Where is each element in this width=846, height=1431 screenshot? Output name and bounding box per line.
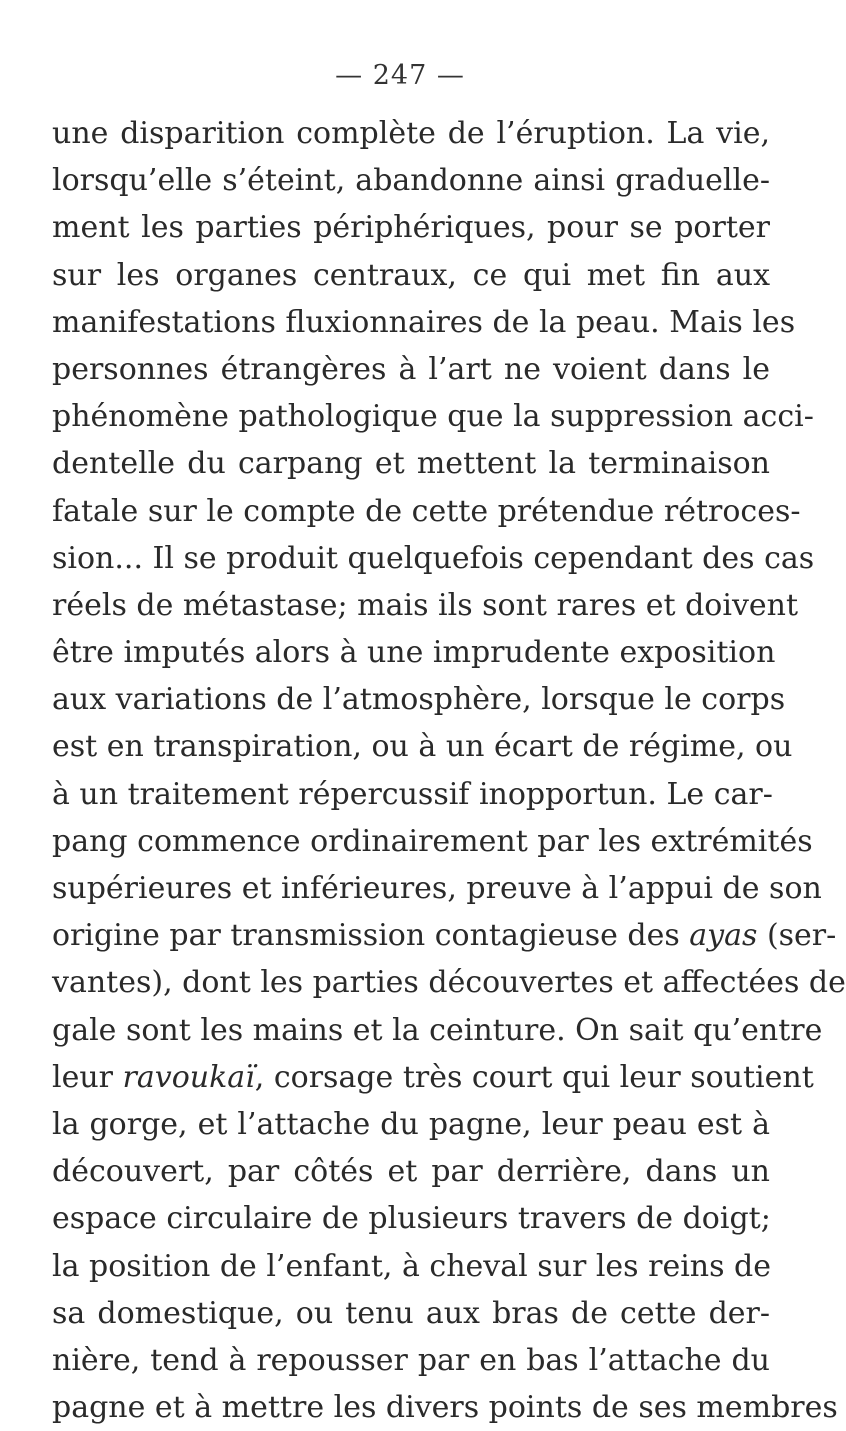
text-segment: (ser- [757,918,837,954]
text-line [52,1101,770,1148]
text-line [52,1290,770,1337]
text-segment: sur les organes centraux, ce qui met fin aux [52,257,770,293]
text-segment: la position de l’enfant, à cheval sur les reins de [52,1248,772,1284]
text-segment: dentelle du carpang et mettent la terminaison [52,446,770,482]
text-line [52,393,814,440]
text-line [52,771,773,818]
text-segment: aux variations de l’atmosphère, lorsque le corps [52,682,786,718]
text-segment: la gorge, et l’attache du pagne, leur peau est à [52,1106,770,1142]
text-line [52,1243,770,1290]
text-segment: découvert, par côtés et par derrière, dans un [52,1154,770,1190]
text-segment: sa domestique, ou tenu aux bras de cette der- [52,1295,770,1331]
text-line [52,535,815,582]
text-line [52,912,837,959]
text-line [52,1337,770,1384]
text-segment: leur [52,1059,123,1095]
text-line [52,629,776,676]
text-line [52,818,813,865]
text-segment: supérieures et inférieures, preuve à l’appui de son [52,871,822,906]
text-segment: pagne et à mettre les divers points de ses membres [52,1390,838,1426]
page-number: — 247 — [335,60,465,91]
text-segment: lorsqu’elle s’éteint, abandonne ainsi graduelle- [52,163,770,199]
text-segment: être imputés alors à une imprudente exposition [52,635,776,671]
text-segment: personnes étrangères à l’art ne voient dans le [52,351,770,387]
text-segment: fatale sur le compte de cette prétendue rétroces- [52,493,801,529]
italic-term: ravoukaï [122,1059,255,1095]
text-line [52,110,770,157]
text-line [52,299,796,346]
text-segment: gale sont les mains et la ceinture. On sait qu’entre [52,1012,823,1048]
text-segment: espace circulaire de plusieurs travers de doigt; [52,1201,771,1237]
text-segment: sion... Il se produit quelquefois cependant des cas [52,540,815,576]
text-segment: ment les parties périphériques, pour se porter [52,210,770,246]
text-segment: réels de métastase; mais ils sont rares et doivent [52,587,799,623]
text-line [52,488,801,535]
text-line [52,1148,770,1195]
text-line [52,1195,770,1242]
italic-term: ayas [689,918,758,954]
text-segment: une disparition complète de l’éruption. La vie, [52,116,770,151]
text-line [52,346,770,393]
text-segment: phénomène pathologique que la suppression acci- [52,399,814,435]
text-segment: , corsage très court qui leur soutient [254,1059,814,1095]
text-line [52,865,822,912]
text-segment: origine par transmission contagieuse des [52,918,690,954]
text-line [52,1054,814,1101]
text-segment: manifestations fluxionnaires de la peau. Mais les [52,304,796,340]
text-line [52,676,786,723]
text-line [52,582,799,629]
text-line [52,723,793,770]
text-line [52,252,770,299]
body-text [52,110,846,1431]
text-segment: nière, tend à repousser par en bas l’attache du [52,1342,770,1378]
text-segment: est en transpiration, ou à un écart de régime, ou [52,729,793,765]
text-segment: à un traitement répercussif inopportun. Le car- [52,776,773,812]
text-segment: vantes), dont les parties découvertes et affectées de [52,965,846,1001]
text-line [52,959,846,1006]
text-line [52,204,770,251]
text-line [52,1384,838,1431]
text-line [52,440,770,487]
text-line [52,157,770,204]
text-line [52,1007,823,1054]
text-segment: pang commence ordinairement par les extrémités [52,823,813,859]
